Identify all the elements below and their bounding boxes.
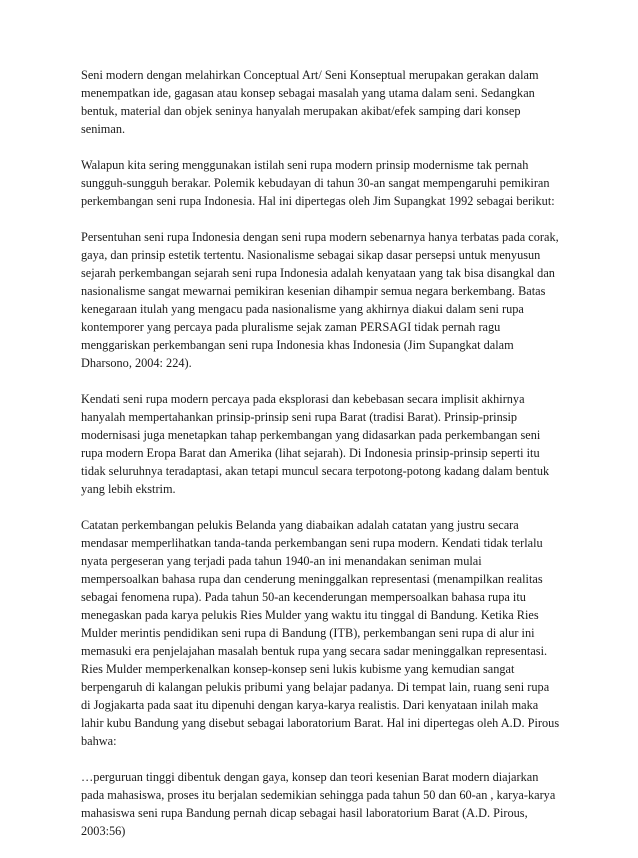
paragraph-quote-pirous bbox=[81, 768, 561, 840]
text-line: Walapun kita sering menggunakan istilah seni rupa modern prinsip modernisme tak pernah bbox=[81, 158, 529, 172]
text-line: tidak seluruhnya teradaptasi, akan tetapi muncul secara terpotong-potong kadang dalam bentuk bbox=[81, 464, 550, 478]
text-line: memasuki era penjelajahan masalah bentuk rupa yang secara sadar meninggalkan representasi. bbox=[81, 644, 548, 658]
text-line: Ries Mulder memperkenalkan konsep-konsep seni lukis kubisme yang kemudian sangat bbox=[81, 662, 515, 676]
paragraph-intro bbox=[81, 66, 561, 138]
text-line: mahasiswa seni rupa Bandung pernah dicap sebagai hasil laboratorium Barat (A.D. Pirous, bbox=[81, 806, 528, 820]
text-line: menggariskan perkembangan seni rupa Indonesia khas Indonesia (Jim Supangkat dalam bbox=[81, 338, 514, 352]
text-line: sungguh-sungguh berakar. Polemik kebudayan di tahun 30-an sangat mempengaruhi pemikiran bbox=[81, 176, 550, 190]
text-line: Seni modern dengan melahirkan Conceptual Art/ Seni Konseptual merupakan gerakan dalam bbox=[81, 68, 539, 82]
text-line: bentuk, material dan objek seninya hanyalah merupakan akibat/efek samping dari konsep bbox=[81, 104, 521, 118]
text-line: 2003:56) bbox=[81, 824, 126, 838]
text-line: di Jogjakarta pada saat itu dipenuhi dengan karya-karya realistis. Dari kenyataan inilah maka bbox=[81, 698, 539, 712]
text-line: nasionalisme sangat mewarnai pemikiran kesenian dihampir semua negara berkembang. Batas bbox=[81, 284, 546, 298]
paragraph-dutch-painters bbox=[81, 516, 561, 750]
text-line: rupa modern Eropa Barat dan Amerika (lihat sejarah). Di Indonesia prinsip-prinsip seperti itu bbox=[81, 446, 540, 460]
text-line: gaya, dan prinsip estetik tertentu. Nasionalisme sebagai sikap dasar persepsi untuk menyusun bbox=[81, 248, 541, 262]
text-line: sebagai fenomena rupa). Pada tahun 50-an kecenderungan mempersoalkan bahasa rupa itu bbox=[81, 590, 526, 604]
text-line: mendasar memperlihatkan tanda-tanda perkembangan seni rupa modern. Kendati tidak terlalu bbox=[81, 536, 543, 550]
text-line: perkembangan seni rupa Indonesia. Hal ini dipertegas oleh Jim Supangkat 1992 sebagai berikut: bbox=[81, 194, 555, 208]
text-line: nyata pergeseran yang terjadi pada tahun 1940-an ini menandakan seniman mulai bbox=[81, 554, 482, 568]
text-line: menegaskan pada karya pelukis Ries Mulder yang waktu itu tinggal di Bandung. Ketika Ries bbox=[81, 608, 539, 622]
text-line: yang lebih ekstrim. bbox=[81, 482, 176, 496]
text-line: bahwa: bbox=[81, 734, 117, 748]
paragraph-quote-supangkat bbox=[81, 228, 561, 372]
text-line: Catatan perkembangan pelukis Belanda yang diabaikan adalah catatan yang justru secara bbox=[81, 518, 519, 532]
text-line: Dharsono, 2004: 224). bbox=[81, 356, 192, 370]
text-line: …perguruan tinggi dibentuk dengan gaya, konsep dan teori kesenian Barat modern diajarkan bbox=[81, 770, 539, 784]
text-line: hanyalah mempertahankan prinsip-prinsip seni rupa Barat (tradisi Barat). Prinsip-prinsip bbox=[81, 410, 518, 424]
text-line: berpengaruh di kalangan pelukis pribumi yang belajar padanya. Di tempat lain, ruang seni rupa bbox=[81, 680, 550, 694]
paragraph-modernism bbox=[81, 156, 561, 210]
paragraph-exploration bbox=[81, 390, 561, 498]
text-line: mempersoalkan bahasa rupa dan cenderung meninggalkan representasi (menampilkan realitas bbox=[81, 572, 543, 586]
document-body bbox=[81, 66, 561, 858]
text-line: kontemporer yang percaya pada pluralisme sejak zaman PERSAGI tidak pernah ragu bbox=[81, 320, 501, 334]
text-line: pada mahasiswa, proses itu berjalan sedemikian sehingga pada tahun 50 dan 60-an , karya-karya bbox=[81, 788, 556, 802]
text-line: Persentuhan seni rupa Indonesia dengan seni rupa modern sebenarnya hanya terbatas pada corak, bbox=[81, 230, 559, 244]
text-line: Kendati seni rupa modern percaya pada eksplorasi dan kebebasan secara implisit akhirnya bbox=[81, 392, 525, 406]
text-line: seniman. bbox=[81, 122, 126, 136]
text-line: Mulder merintis pendidikan seni rupa di Bandung (ITB), perkembangan seni rupa di alur ini bbox=[81, 626, 535, 640]
text-line: kenegaraan itulah yang mengacu pada nasionalisme yang akhirnya diakui dalam seni rupa bbox=[81, 302, 524, 316]
text-line: lahir kubu Bandung yang disebut sebagai laboratorium Barat. Hal ini dipertegas oleh A.D. Pirous bbox=[81, 716, 560, 730]
text-line: menempatkan ide, gagasan atau konsep sebagai masalah yang utama dalam seni. Sedangkan bbox=[81, 86, 535, 100]
text-line: sejarah perkembangan sejarah seni rupa Indonesia adalah kenyataan yang tak bisa disangkal dan bbox=[81, 266, 555, 280]
text-line: modernisasi juga menetapkan tahap perkembangan yang didasarkan pada perkembangan seni bbox=[81, 428, 541, 442]
